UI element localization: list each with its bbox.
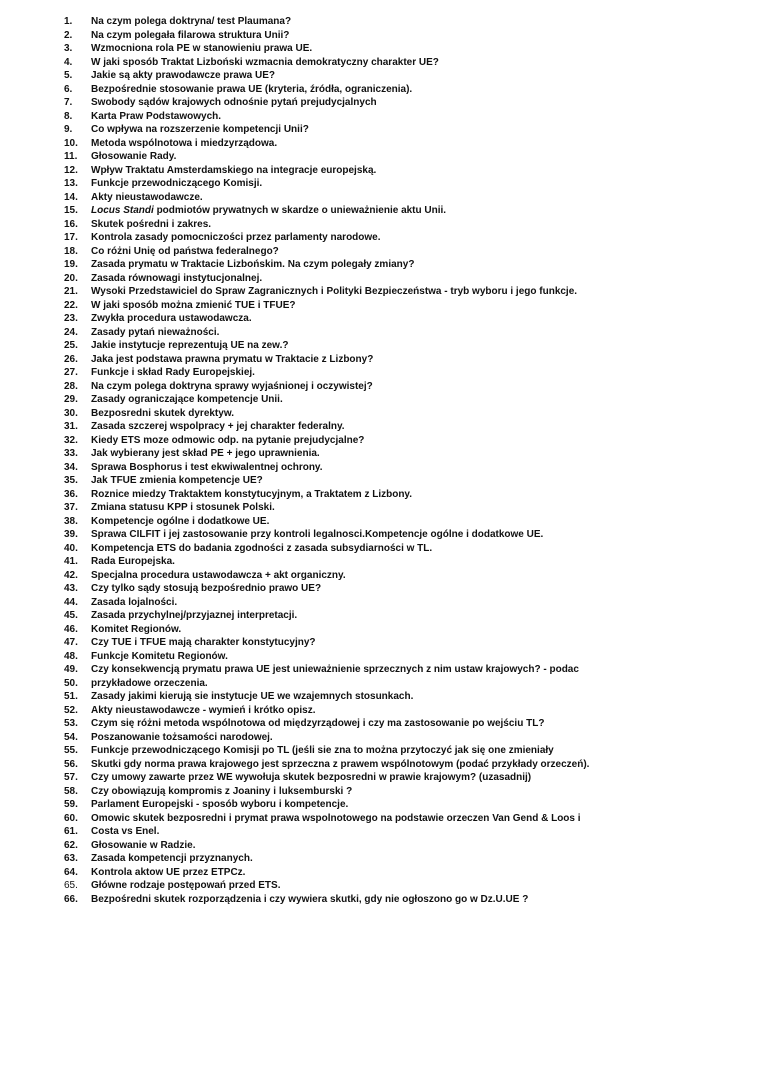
question-item [64,893,604,907]
question-item [64,407,604,421]
question-text: Czy TUE i TFUE mają charakter konstytucyjny? [91,637,316,648]
question-item [64,245,604,259]
question-item [64,879,604,893]
question-number: 8. [64,110,73,122]
question-number: 22. [64,299,78,311]
question-text: Akty nieustawodawcze. [91,191,203,203]
question-item [64,474,604,488]
question-text: Funkcje Komitetu Regionów. [91,650,228,662]
question-item [64,434,604,448]
question-number: 39. [64,529,78,540]
question-item [64,29,604,43]
question-text: Jak TFUE zmienia kompetencje UE? [91,475,263,486]
question-text: Głosowanie Rady. [91,151,177,162]
question-number: 1. [64,16,73,27]
question-list [64,15,604,906]
question-text: Akty nieustawodawcze - wymień i krótko opisz. [91,704,316,716]
question-text: Czy obowiązują kompromis z Joaniny i luksemburski ? [91,785,353,797]
question-number: 46. [64,623,78,635]
question-text: Wpływ Traktatu Amsterdamskiego na integracje europejską. [91,164,377,176]
question-number: 34. [64,461,78,473]
question-number: 36. [64,488,78,500]
question-item [64,420,604,434]
question-number: 35. [64,475,78,486]
question-number: 6. [64,83,73,95]
question-item [64,258,604,272]
question-number: 53. [64,718,78,729]
question-number: 23. [64,313,78,324]
question-number: 32. [64,434,78,446]
question-text: Zwykła procedura ustawodawcza. [91,313,252,324]
question-text: Na czym polega doktryna/ test Plaumana? [91,16,292,27]
question-number: 63. [64,853,78,864]
question-item [64,299,604,313]
question-number: 12. [64,164,78,176]
question-text: Jakie instytucje reprezentują UE na zew.? [91,340,289,351]
question-text: Specjalna procedura ustawodawcza + akt organiczny. [91,569,346,581]
question-item [64,137,604,151]
question-item [64,272,604,286]
question-text: Zmiana statusu KPP i stosunek Polski. [91,502,275,513]
question-item [64,150,604,164]
question-number: 21. [64,286,78,297]
question-item [64,353,604,367]
question-text: Poszanowanie tożsamości narodowej. [91,731,273,743]
question-text: Skutki gdy norma prawa krajowego jest sprzeczna z prawem wspólnotowym (podać przykłady orzeczeń). [91,758,590,770]
question-number: 3. [64,43,73,54]
question-text: Na czym polegała filarowa struktura Unii? [91,29,290,41]
question-number: 14. [64,191,78,203]
question-item [64,596,604,610]
question-number: 29. [64,394,78,405]
question-item [64,42,604,56]
question-item [64,177,604,191]
question-item [64,164,604,178]
question-item [64,515,604,529]
question-number: 56. [64,758,78,770]
question-text: Zasada lojalności. [91,596,178,608]
question-number: 62. [64,839,78,851]
question-number: 58. [64,785,78,797]
question-number: 59. [64,799,78,810]
question-item [64,447,604,461]
question-text: Zasada kompetencji przyznanych. [91,853,253,864]
question-item [64,785,604,799]
question-item [64,852,604,866]
question-text: Wzmocniona rola PE w stanowieniu prawa UE. [91,43,313,54]
question-item [64,758,604,772]
question-item [64,110,604,124]
question-item [64,231,604,245]
question-item [64,717,604,731]
question-text: Czym się różni metoda wspólnotowa od międzyrządowej i czy ma zastosowanie po wejściu TL? [91,718,545,729]
question-item [64,744,604,758]
question-item [64,96,604,110]
question-item [64,15,604,29]
question-number: 47. [64,637,78,648]
question-text: W jaki sposób można zmienić TUE i TFUE? [91,299,296,311]
question-item [64,650,604,664]
question-item [64,866,604,880]
question-text: Czy tylko sądy stosują bezpośrednio prawo UE? [91,583,322,594]
question-text: Zasady pytań nieważności. [91,326,220,338]
question-number: 9. [64,124,73,135]
question-item [64,528,604,542]
question-text: Bezpośredni skutek rozporządzenia i czy wywiera skutki, gdy nie ogłoszono go w Dz.U.UE ? [91,893,529,905]
question-item [64,798,604,812]
question-item [64,731,604,745]
question-text: Zasada prymatu w Traktacie Lizbońskim. Na czym polegały zmiany? [91,259,415,270]
question-number: 19. [64,259,78,270]
question-item [64,812,604,826]
question-item [64,636,604,650]
question-number: 10. [64,137,78,149]
question-item [64,488,604,502]
question-number: 43. [64,583,78,594]
question-item [64,56,604,70]
question-number: 48. [64,650,78,662]
question-text: Zasada szczerej wspolpracy + jej charakter federalny. [91,421,345,432]
question-text: Zasady ograniczające kompetencje Unii. [91,394,283,405]
question-number: 49. [64,664,78,675]
question-item [64,582,604,596]
question-number: 18. [64,245,78,257]
question-number: 41. [64,556,78,567]
question-number: 51. [64,691,78,702]
question-number: 60. [64,812,78,824]
question-text: Bezpośrednie stosowanie prawa UE (kryteria, źródła, ograniczenia). [91,83,413,95]
question-text: Bezposredni skutek dyrektyw. [91,407,235,419]
question-item [64,393,604,407]
question-number: 40. [64,542,78,554]
question-text: Funkcje przewodniczącego Komisji. [91,178,263,189]
question-item [64,326,604,340]
question-item [64,771,604,785]
question-number: 17. [64,232,78,243]
question-item [64,623,604,637]
question-item [64,285,604,299]
question-number: 31. [64,421,78,432]
question-text: Czy umowy zawarte przez WE wywołuja skutek bezposredni w prawie krajowym? (uzasadnij) [91,772,532,783]
question-number: 37. [64,502,78,513]
question-item [64,690,604,704]
question-item [64,609,604,623]
question-number: 45. [64,610,78,621]
question-text: Kontrola aktow UE przez ETPCz. [91,866,246,878]
question-item [64,312,604,326]
question-item [64,501,604,515]
question-number: 27. [64,367,78,378]
question-text-rest: podmiotów prywatnych w skardze o unieważnienie aktu Unii. [153,205,447,216]
question-number: 4. [64,56,73,68]
question-number: 44. [64,596,78,608]
question-number: 33. [64,448,78,459]
question-text: Co wpływa na rozszerzenie kompetencji Unii? [91,124,309,135]
question-emphasis: Locus Standi [91,205,154,216]
question-text: Zasada równowagi instytucjonalnej. [91,272,263,284]
question-number: 30. [64,407,78,419]
question-text: Omowic skutek bezposredni i prymat prawa wspolnotowego na podstawie orzeczen Van Gend & Loos i [91,812,581,824]
question-item [64,123,604,137]
question-item [64,366,604,380]
question-item [64,380,604,394]
question-number: 5. [64,70,73,81]
question-number: 38. [64,515,78,527]
question-text [91,204,604,218]
question-item [64,204,604,218]
question-number: 57. [64,772,78,783]
question-number: 55. [64,745,78,756]
question-item [64,569,604,583]
question-text: Swobody sądów krajowych odnośnie pytań prejudycjalnych [91,97,377,108]
question-text: Parlament Europejski - sposób wyboru i kompetencje. [91,799,349,810]
question-text: Karta Praw Podstawowych. [91,110,222,122]
question-item [64,825,604,839]
question-text: Kompetencje ogólne i dodatkowe UE. [91,515,270,527]
question-text: Zasada przychylnej/przyjaznej interpretacji. [91,610,298,621]
question-number: 28. [64,380,78,392]
question-text: Costa vs Enel. [91,826,160,837]
question-number: 20. [64,272,78,284]
question-text: Sprawa Bosphorus i test ekwiwalentnej ochrony. [91,461,323,473]
question-text: W jaki sposób Traktat Lizboński wzmacnia demokratyczny charakter UE? [91,56,439,68]
question-text: Roznice miedzy Traktaktem konstytucyjnym, a Traktatem z Lizbony. [91,488,413,500]
question-number: 24. [64,326,78,338]
question-item [64,218,604,232]
question-item [64,191,604,205]
question-item [64,83,604,97]
question-item [64,555,604,569]
question-text: Zasady jakimi kierują sie instytucje UE we wzajemnych stosunkach. [91,691,414,702]
question-text: Rada Europejska. [91,556,175,567]
question-number: 25. [64,340,78,351]
question-number: 11. [64,151,78,162]
question-text: Jak wybierany jest skład PE + jego uprawnienia. [91,448,320,459]
question-number: 50. [64,677,78,689]
question-item [64,69,604,83]
question-item [64,663,604,690]
question-text: Jaka jest podstawa prawna prymatu w Traktacie z Lizbony? [91,353,374,365]
question-number: 2. [64,29,73,41]
question-text: Kontrola zasady pomocniczości przez parlamenty narodowe. [91,232,381,243]
question-item [64,339,604,353]
question-number: 66. [64,893,78,905]
question-number: 42. [64,569,78,581]
question-item [64,542,604,556]
question-text: Komitet Regionów. [91,623,182,635]
question-number: 13. [64,178,78,189]
question-number: 52. [64,704,78,716]
question-text: Co różni Unię od państwa federalnego? [91,245,279,257]
question-text: Jakie są akty prawodawcze prawa UE? [91,70,275,81]
question-text: Główne rodzaje postępowań przed ETS. [91,880,281,891]
question-text: Funkcje przewodniczącego Komisji po TL (jeśli sie zna to można przytoczyć jak się one zmieniały [91,745,554,756]
question-number: 64. [64,866,78,878]
question-number: 61. [64,826,78,837]
question-number: 7. [64,97,73,108]
question-text: Czy konsekwencją prymatu prawa UE jest unieważnienie sprzecznych z nim ustaw krajowych? - podac przykładowe orzeczenia. [91,664,579,689]
question-text: Na czym polega doktryna sprawy wyjaśnionej i oczywistej? [91,380,373,392]
question-item [64,461,604,475]
question-number: 54. [64,731,78,743]
question-text: Głosowanie w Radzie. [91,839,196,851]
question-text: Skutek pośredni i zakres. [91,218,212,230]
question-item [64,704,604,718]
question-text: Kiedy ETS moze odmowic odp. na pytanie prejudycjalne? [91,434,365,446]
question-number: 15. [64,205,78,216]
question-number: 26. [64,353,78,365]
question-text: Wysoki Przedstawiciel do Spraw Zagranicznych i Polityki Bezpieczeństwa - tryb wyboru i jego funkcje. [91,286,578,297]
question-item [64,839,604,853]
question-number: 16. [64,218,78,230]
question-number: 65. [64,880,78,891]
question-text: Sprawa CILFIT i jej zastosowanie przy kontroli legalnosci.Kompetencje ogólne i dodatkowe UE. [91,529,544,540]
question-text: Kompetencja ETS do badania zgodności z zasada subsydiarności w TL. [91,542,433,554]
question-text: Funkcje i skład Rady Europejskiej. [91,367,255,378]
question-text: Metoda wspólnotowa i miedzyrządowa. [91,137,278,149]
